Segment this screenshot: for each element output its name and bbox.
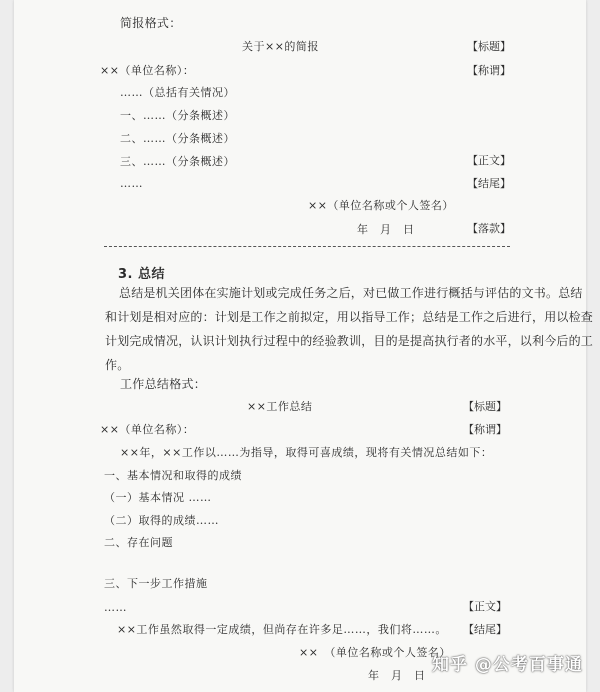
tag-title: 【标题】 xyxy=(467,40,511,53)
summary-ellipsis-line: …… xyxy=(104,601,127,614)
summary-subpoint-1: （一）基本情况 …… xyxy=(104,491,212,504)
document-page xyxy=(14,0,594,692)
paragraph-line: 作。 xyxy=(105,358,130,372)
paragraph-line: 和计划是相对应的：计划是工作之前拟定，用以指导工作；总结是工作之后进行，用以检查 xyxy=(105,310,594,324)
work-summary-format-title: 工作总结格式： xyxy=(120,377,207,391)
paragraph-line: 总结是机关团体在实施计划或完成任务之后，对已做工作进行概括与评估的文书。总结 xyxy=(119,286,583,300)
summary-closing-line: ××工作虽然取得一定成绩，但尚存在许多足……，我们将……。 xyxy=(117,623,447,636)
briefing-date-line: 年 月 日 xyxy=(357,223,415,236)
summary-title-line: ××工作总结 xyxy=(247,400,313,413)
tag-salutation: 【称谓】 xyxy=(463,423,507,436)
section-divider xyxy=(104,246,510,247)
briefing-summary-line: ……（总括有关情况） xyxy=(120,86,235,99)
briefing-point-1: 一、……（分条概述） xyxy=(120,109,235,122)
briefing-point-3: 三、……（分条概述） xyxy=(120,155,235,168)
summary-opening-line: ××年，××工作以……为指导，取得可喜成绩，现将有关情况总结如下： xyxy=(120,446,493,459)
tag-ending: 【结尾】 xyxy=(463,623,507,636)
paragraph-line: 计划完成情况，认识计划执行过程中的经验教训，目的是提高执行者的水平，以利今后的工 xyxy=(105,334,594,348)
section-heading-summary: 3. 总结 xyxy=(118,267,166,282)
tag-salutation: 【称谓】 xyxy=(467,64,511,77)
tag-ending: 【结尾】 xyxy=(467,177,511,190)
briefing-ellipsis-line: …… xyxy=(120,177,143,190)
summary-definition-paragraph xyxy=(105,281,594,377)
tag-inscription: 【落款】 xyxy=(467,222,511,235)
zhihu-watermark: 知乎 @公考百事通 xyxy=(432,655,583,675)
briefing-point-2: 二、……（分条概述） xyxy=(120,132,235,145)
briefing-format-title: 简报格式： xyxy=(120,16,182,30)
briefing-salutation-line: ××（单位名称）： xyxy=(100,64,195,77)
summary-point-1: 一、基本情况和取得的成绩 xyxy=(104,469,242,482)
tag-title: 【标题】 xyxy=(463,400,507,413)
briefing-signature-line: ××（单位名称或个人签名） xyxy=(308,199,454,212)
summary-signature-line: ×× （单位名称或个人签名） xyxy=(299,646,451,659)
tag-body: 【正文】 xyxy=(467,154,511,167)
summary-date-line: 年 月 日 xyxy=(368,669,426,682)
summary-point-2: 二、存在问题 xyxy=(104,536,173,549)
summary-subpoint-2: （二）取得的成绩…… xyxy=(104,514,219,527)
tag-body: 【正文】 xyxy=(463,600,507,613)
summary-point-3: 三、下一步工作措施 xyxy=(104,577,208,590)
briefing-title-line: 关于××的简报 xyxy=(242,40,319,53)
summary-salutation-line: ××（单位名称）： xyxy=(100,423,195,436)
